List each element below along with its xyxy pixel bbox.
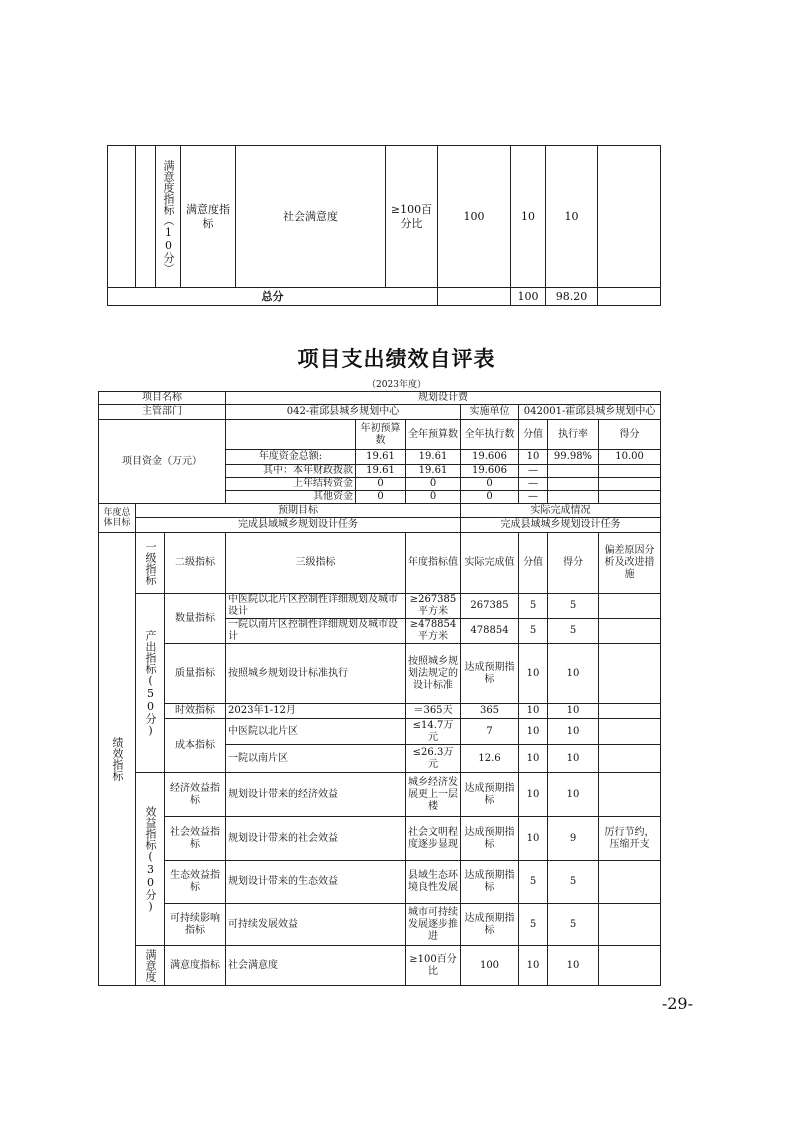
level2-cell: 满意度指标: [181, 146, 236, 288]
indicator-row: [99, 946, 661, 986]
level3-cell: 社会满意度: [236, 146, 386, 288]
remark-cell: [599, 861, 661, 904]
score-cell: 5: [548, 861, 599, 904]
header-cell: 得分: [548, 533, 599, 594]
level2-cell: 时效指标: [165, 704, 226, 719]
table-cell: 10.00: [599, 450, 661, 465]
level3-cell: 规划设计带来的经济效益: [226, 773, 406, 817]
target-cell: 社会文明程度逐步显现: [406, 817, 461, 861]
actual-cell: 7: [461, 719, 519, 745]
actual-cell: 267385: [461, 594, 519, 619]
score-cell: 10: [548, 946, 599, 986]
weight-cell: 10: [519, 773, 548, 817]
score-cell: 5: [548, 619, 599, 644]
table-cell: [599, 465, 661, 478]
page-title: 项目支出绩效自评表: [297, 346, 496, 371]
header-cell: 分值: [519, 533, 548, 594]
level2-cell: 满意度指标: [165, 946, 226, 986]
header-cell: 全年执行数: [461, 420, 519, 450]
score-cell: 10: [548, 644, 599, 704]
indicator-row: [99, 594, 661, 619]
level2-cell: 经济效益指标: [165, 773, 226, 817]
table-cell: [599, 491, 661, 504]
level1-label: 满意度: [144, 949, 157, 982]
total-row: [108, 288, 661, 306]
table-cell: 0: [461, 491, 519, 504]
header-cell: 二级指标: [165, 533, 226, 594]
level3-cell: 2023年1-12月: [226, 704, 406, 719]
remark-cell: [599, 745, 661, 773]
indicator-row: [99, 644, 661, 704]
weight-cell: 10: [519, 817, 548, 861]
target-cell: ≥267385平方米: [406, 594, 461, 619]
level3-cell: 中医院以北片区: [226, 719, 406, 745]
score-cell: 10: [548, 704, 599, 719]
table-cell: [548, 465, 599, 478]
actual-cell: 达成预期指标: [461, 773, 519, 817]
table-cell: [136, 773, 165, 946]
score-cell: 10: [548, 719, 599, 745]
remark-cell: 厉行节约，压缩开支: [599, 817, 661, 861]
target-cell: ≥100百分比: [406, 946, 461, 986]
evaluation-table: [98, 391, 661, 986]
table-cell: 19.61: [406, 465, 461, 478]
funds-label: 项目资金（万元）: [99, 420, 226, 504]
expected-label: 预期目标: [136, 504, 461, 518]
target-cell: 县域生态环境良性发展: [406, 861, 461, 904]
level3-cell: 一院以南片区控制性详细规划及城市设计: [226, 619, 406, 644]
level1-label: 产出指标(50分): [144, 629, 157, 737]
actual-cell: 478854: [461, 619, 519, 644]
table-cell: 0: [356, 478, 406, 491]
fund-name: 其中：本年财政拨款: [226, 465, 356, 478]
project-name-label: 项目名称: [99, 392, 226, 405]
actual-label: 实际完成情况: [461, 504, 661, 518]
table-cell: [548, 491, 599, 504]
actual-cell: 达成预期指标: [461, 644, 519, 704]
table-cell: —: [519, 465, 548, 478]
table-cell: 19.61: [406, 450, 461, 465]
level3-cell: 按照城乡规划设计标准执行: [226, 644, 406, 704]
table-cell: —: [519, 478, 548, 491]
page-number: -29-: [661, 994, 693, 1013]
table-cell: 0: [406, 478, 461, 491]
weight-cell: 5: [519, 619, 548, 644]
table-cell: [136, 946, 165, 986]
indicator-row: [99, 719, 661, 745]
table-cell: 19.606: [461, 465, 519, 478]
indicator-row: [99, 817, 661, 861]
score-cell: 9: [548, 817, 599, 861]
table-cell: —: [519, 491, 548, 504]
indicator-row: [99, 704, 661, 719]
weight-cell: 10: [519, 644, 548, 704]
table-cell: [548, 478, 599, 491]
table-cell: 19.606: [461, 450, 519, 465]
level2-cell: 社会效益指标: [165, 817, 226, 861]
table-cell: 0: [406, 491, 461, 504]
table-cell: [599, 478, 661, 491]
table-cell: 0: [356, 491, 406, 504]
remark-cell: [599, 946, 661, 986]
fund-name: 年度资金总额:: [226, 450, 356, 465]
actual-cell: 365: [461, 704, 519, 719]
fund-name: 上年结转资金: [226, 478, 356, 491]
score-cell: 10: [546, 146, 598, 288]
actual-cell: 12.6: [461, 745, 519, 773]
target-cell: ≤26.3万元: [406, 745, 461, 773]
dept-label: 主管部门: [99, 405, 226, 420]
header-cell: 分值: [519, 420, 548, 450]
total-weight: 100: [511, 288, 546, 306]
score-cell: 5: [548, 904, 599, 946]
indicators-label: 绩效指标: [111, 737, 124, 781]
fund-name: 其他资金: [226, 491, 356, 504]
weight-cell: 10: [519, 704, 548, 719]
remark-cell: [599, 594, 661, 619]
actual-cell: 100: [438, 146, 511, 288]
total-label: 总分: [108, 288, 438, 306]
level3-cell: 可持续发展效益: [226, 904, 406, 946]
header-cell: 实际完成值: [461, 533, 519, 594]
header-cell: 年初预算数: [356, 420, 406, 450]
weight-cell: 5: [519, 594, 548, 619]
remark-cell: [599, 619, 661, 644]
header-cell: 偏差原因分析及改进措施: [599, 533, 661, 594]
remark-cell: [599, 644, 661, 704]
actual-cell: 100: [461, 946, 519, 986]
table-cell: 19.61: [356, 450, 406, 465]
remark-cell: [599, 904, 661, 946]
level2-cell: 生态效益指标: [165, 861, 226, 904]
header-cell: 一级指标: [144, 541, 157, 585]
actual-cell: 达成预期指标: [461, 817, 519, 861]
weight-cell: 10: [511, 146, 546, 288]
weight-cell: 5: [519, 904, 548, 946]
weight-cell: 10: [519, 946, 548, 986]
header-cell: 执行率: [548, 420, 599, 450]
level2-cell: 可持续影响指标: [165, 904, 226, 946]
goals-label: 年度总体目标: [99, 504, 136, 533]
actual-cell: 达成预期指标: [461, 904, 519, 946]
level3-cell: 中医院以北片区控制性详细规划及城市设计: [226, 594, 406, 619]
previous-table: [107, 145, 661, 306]
target-cell: ≥100百分比: [386, 146, 438, 288]
remark-cell: [598, 146, 661, 288]
table-cell: [136, 594, 165, 773]
target-cell: ＝365天: [406, 704, 461, 719]
target-cell: ≤14.7万元: [406, 719, 461, 745]
total-score: 98.20: [546, 288, 598, 306]
target-cell: 城乡经济发展更上一层楼: [406, 773, 461, 817]
weight-cell: 10: [519, 719, 548, 745]
unit-label: 实施单位: [461, 405, 519, 420]
target-cell: 城市可持续发展逐步推进: [406, 904, 461, 946]
header-cell: 三级指标: [226, 533, 406, 594]
level2-cell: 成本指标: [165, 719, 226, 773]
target-cell: 按照城乡规划法规定的设计标准: [406, 644, 461, 704]
target-cell: ≥478854平方米: [406, 619, 461, 644]
table-cell: 0: [461, 478, 519, 491]
level3-cell: 规划设计带来的社会效益: [226, 817, 406, 861]
weight-cell: 5: [519, 861, 548, 904]
header-cell: 得分: [599, 420, 661, 450]
table-cell: 99.98%: [548, 450, 599, 465]
indicator-row: [99, 861, 661, 904]
score-cell: 10: [548, 745, 599, 773]
header-cell: 全年预算数: [406, 420, 461, 450]
table-cell: 10: [519, 450, 548, 465]
level2-cell: 数量指标: [165, 594, 226, 644]
header-cell: 年度指标值: [406, 533, 461, 594]
score-cell: 5: [548, 594, 599, 619]
level2-cell: 质量指标: [165, 644, 226, 704]
dept: 042-霍邱县城乡规划中心: [226, 405, 461, 420]
level3-cell: 规划设计带来的生态效益: [226, 861, 406, 904]
expected-goal: 完成县域城乡规划设计任务: [136, 518, 461, 533]
level3-cell: 社会满意度: [226, 946, 406, 986]
level1-cell: 满意度指标（10分）: [162, 159, 175, 274]
score-cell: 10: [548, 773, 599, 817]
weight-cell: 10: [519, 745, 548, 773]
actual-cell: 达成预期指标: [461, 861, 519, 904]
actual-goal: 完成县域城乡规划设计任务: [461, 518, 661, 533]
indicator-row: [99, 773, 661, 817]
unit: 042001-霍邱县城乡规划中心: [519, 405, 661, 420]
level1-label: 效益指标(30分): [144, 805, 157, 913]
indicator-row: [99, 904, 661, 946]
project-name: 规划设计费: [226, 392, 661, 405]
remark-cell: [599, 704, 661, 719]
table-cell: 19.61: [356, 465, 406, 478]
remark-cell: [599, 773, 661, 817]
table-row: [108, 146, 661, 288]
year-subtitle: （2023年度）: [367, 380, 426, 390]
level3-cell: 一院以南片区: [226, 745, 406, 773]
remark-cell: [599, 719, 661, 745]
